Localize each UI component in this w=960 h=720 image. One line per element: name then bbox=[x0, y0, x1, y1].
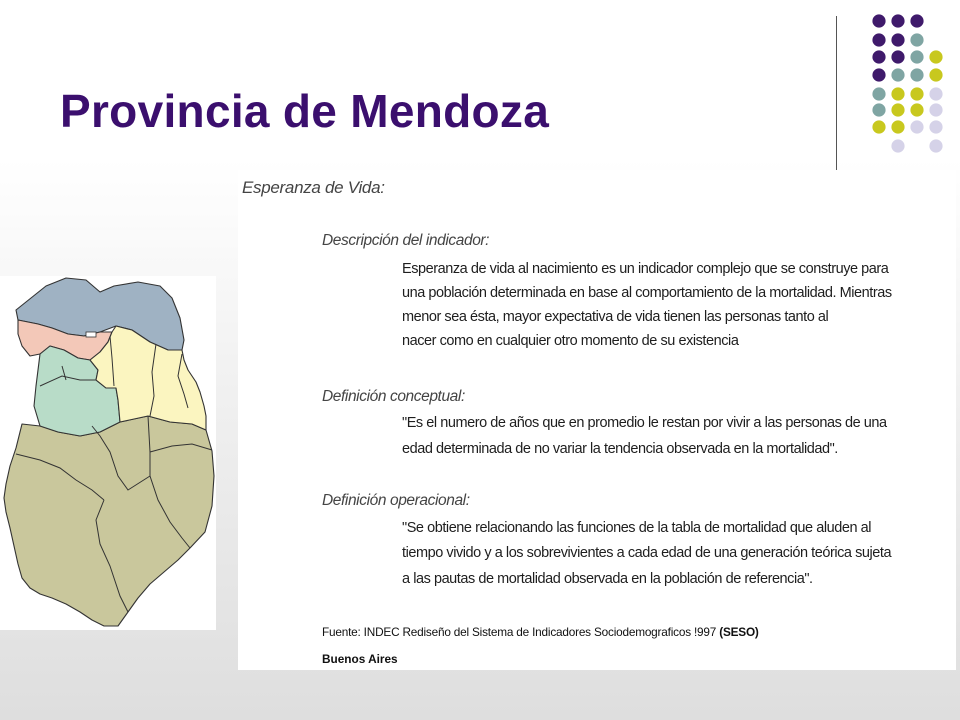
section-line: "Es el numero de años que en promedio le restan por vivir a las personas de una bbox=[402, 415, 887, 431]
section-line: nacer como en cualquier otro momento de su existencia bbox=[402, 333, 739, 349]
decorative-dot bbox=[910, 50, 923, 63]
decorative-dot bbox=[891, 50, 904, 63]
source-citation bbox=[322, 625, 759, 639]
slide-title: Provincia de Mendoza bbox=[60, 85, 550, 137]
source-acronym: (SESO) bbox=[719, 625, 759, 639]
decorative-dot bbox=[910, 103, 923, 116]
decorative-dot bbox=[872, 120, 885, 133]
decorative-dot bbox=[910, 14, 923, 27]
decorative-dot bbox=[910, 68, 923, 81]
section-line: edad determinada de no variar la tendencia observada en la mortalidad". bbox=[402, 441, 838, 457]
source-city: Buenos Aires bbox=[322, 652, 398, 666]
section-title-descripcion: Descripción del indicador: bbox=[322, 232, 490, 249]
decorative-dot bbox=[929, 50, 942, 63]
indicator-document bbox=[238, 170, 956, 670]
decorative-dot bbox=[891, 14, 904, 27]
decorative-dot bbox=[929, 68, 942, 81]
decorative-dot bbox=[872, 68, 885, 81]
source-text: Fuente: INDEC Rediseño del Sistema de Indicadores Sociodemograficos !997 bbox=[322, 625, 717, 639]
decorative-dot bbox=[891, 139, 904, 152]
decorative-dot bbox=[929, 120, 942, 133]
decorative-dot bbox=[929, 139, 942, 152]
decorative-dot bbox=[872, 33, 885, 46]
document-heading: Esperanza de Vida: bbox=[242, 178, 385, 197]
decorative-dot bbox=[891, 120, 904, 133]
map-city-marker bbox=[86, 332, 96, 337]
decorative-dot bbox=[891, 33, 904, 46]
section-line: tiempo vivido y a los sobrevivientes a cada edad de una generación teórica sujeta bbox=[402, 545, 892, 561]
section-line: "Se obtiene relacionando las funciones de la tabla de mortalidad que aluden al bbox=[402, 520, 872, 536]
section-line: una población determinada en base al comportamiento de la mortalidad. Mientras bbox=[402, 285, 892, 301]
decorative-dot bbox=[872, 103, 885, 116]
section-line: Esperanza de vida al nacimiento es un indicador complejo que se construye para bbox=[402, 261, 889, 277]
section-line: menor sea ésta, mayor expectativa de vida tienen las personas tanto al bbox=[402, 309, 829, 325]
decorative-dot bbox=[910, 120, 923, 133]
decorative-dot bbox=[891, 87, 904, 100]
section-title-conceptual: Definición conceptual: bbox=[322, 388, 465, 405]
title-divider-line bbox=[836, 16, 837, 172]
mendoza-department-map bbox=[0, 276, 216, 630]
section-line: a las pautas de mortalidad observada en la población de referencia". bbox=[402, 571, 813, 587]
map-region-south bbox=[4, 416, 214, 626]
decorative-dot bbox=[929, 87, 942, 100]
decorative-dot bbox=[872, 50, 885, 63]
decorative-dot bbox=[910, 33, 923, 46]
decorative-dot bbox=[929, 103, 942, 116]
decorative-dot bbox=[891, 68, 904, 81]
decorative-dot bbox=[910, 87, 923, 100]
decorative-dot bbox=[872, 87, 885, 100]
section-title-operacional: Definición operacional: bbox=[322, 492, 470, 509]
mendoza-map-panel bbox=[0, 276, 216, 630]
decorative-dot bbox=[872, 14, 885, 27]
decorative-dot bbox=[891, 103, 904, 116]
